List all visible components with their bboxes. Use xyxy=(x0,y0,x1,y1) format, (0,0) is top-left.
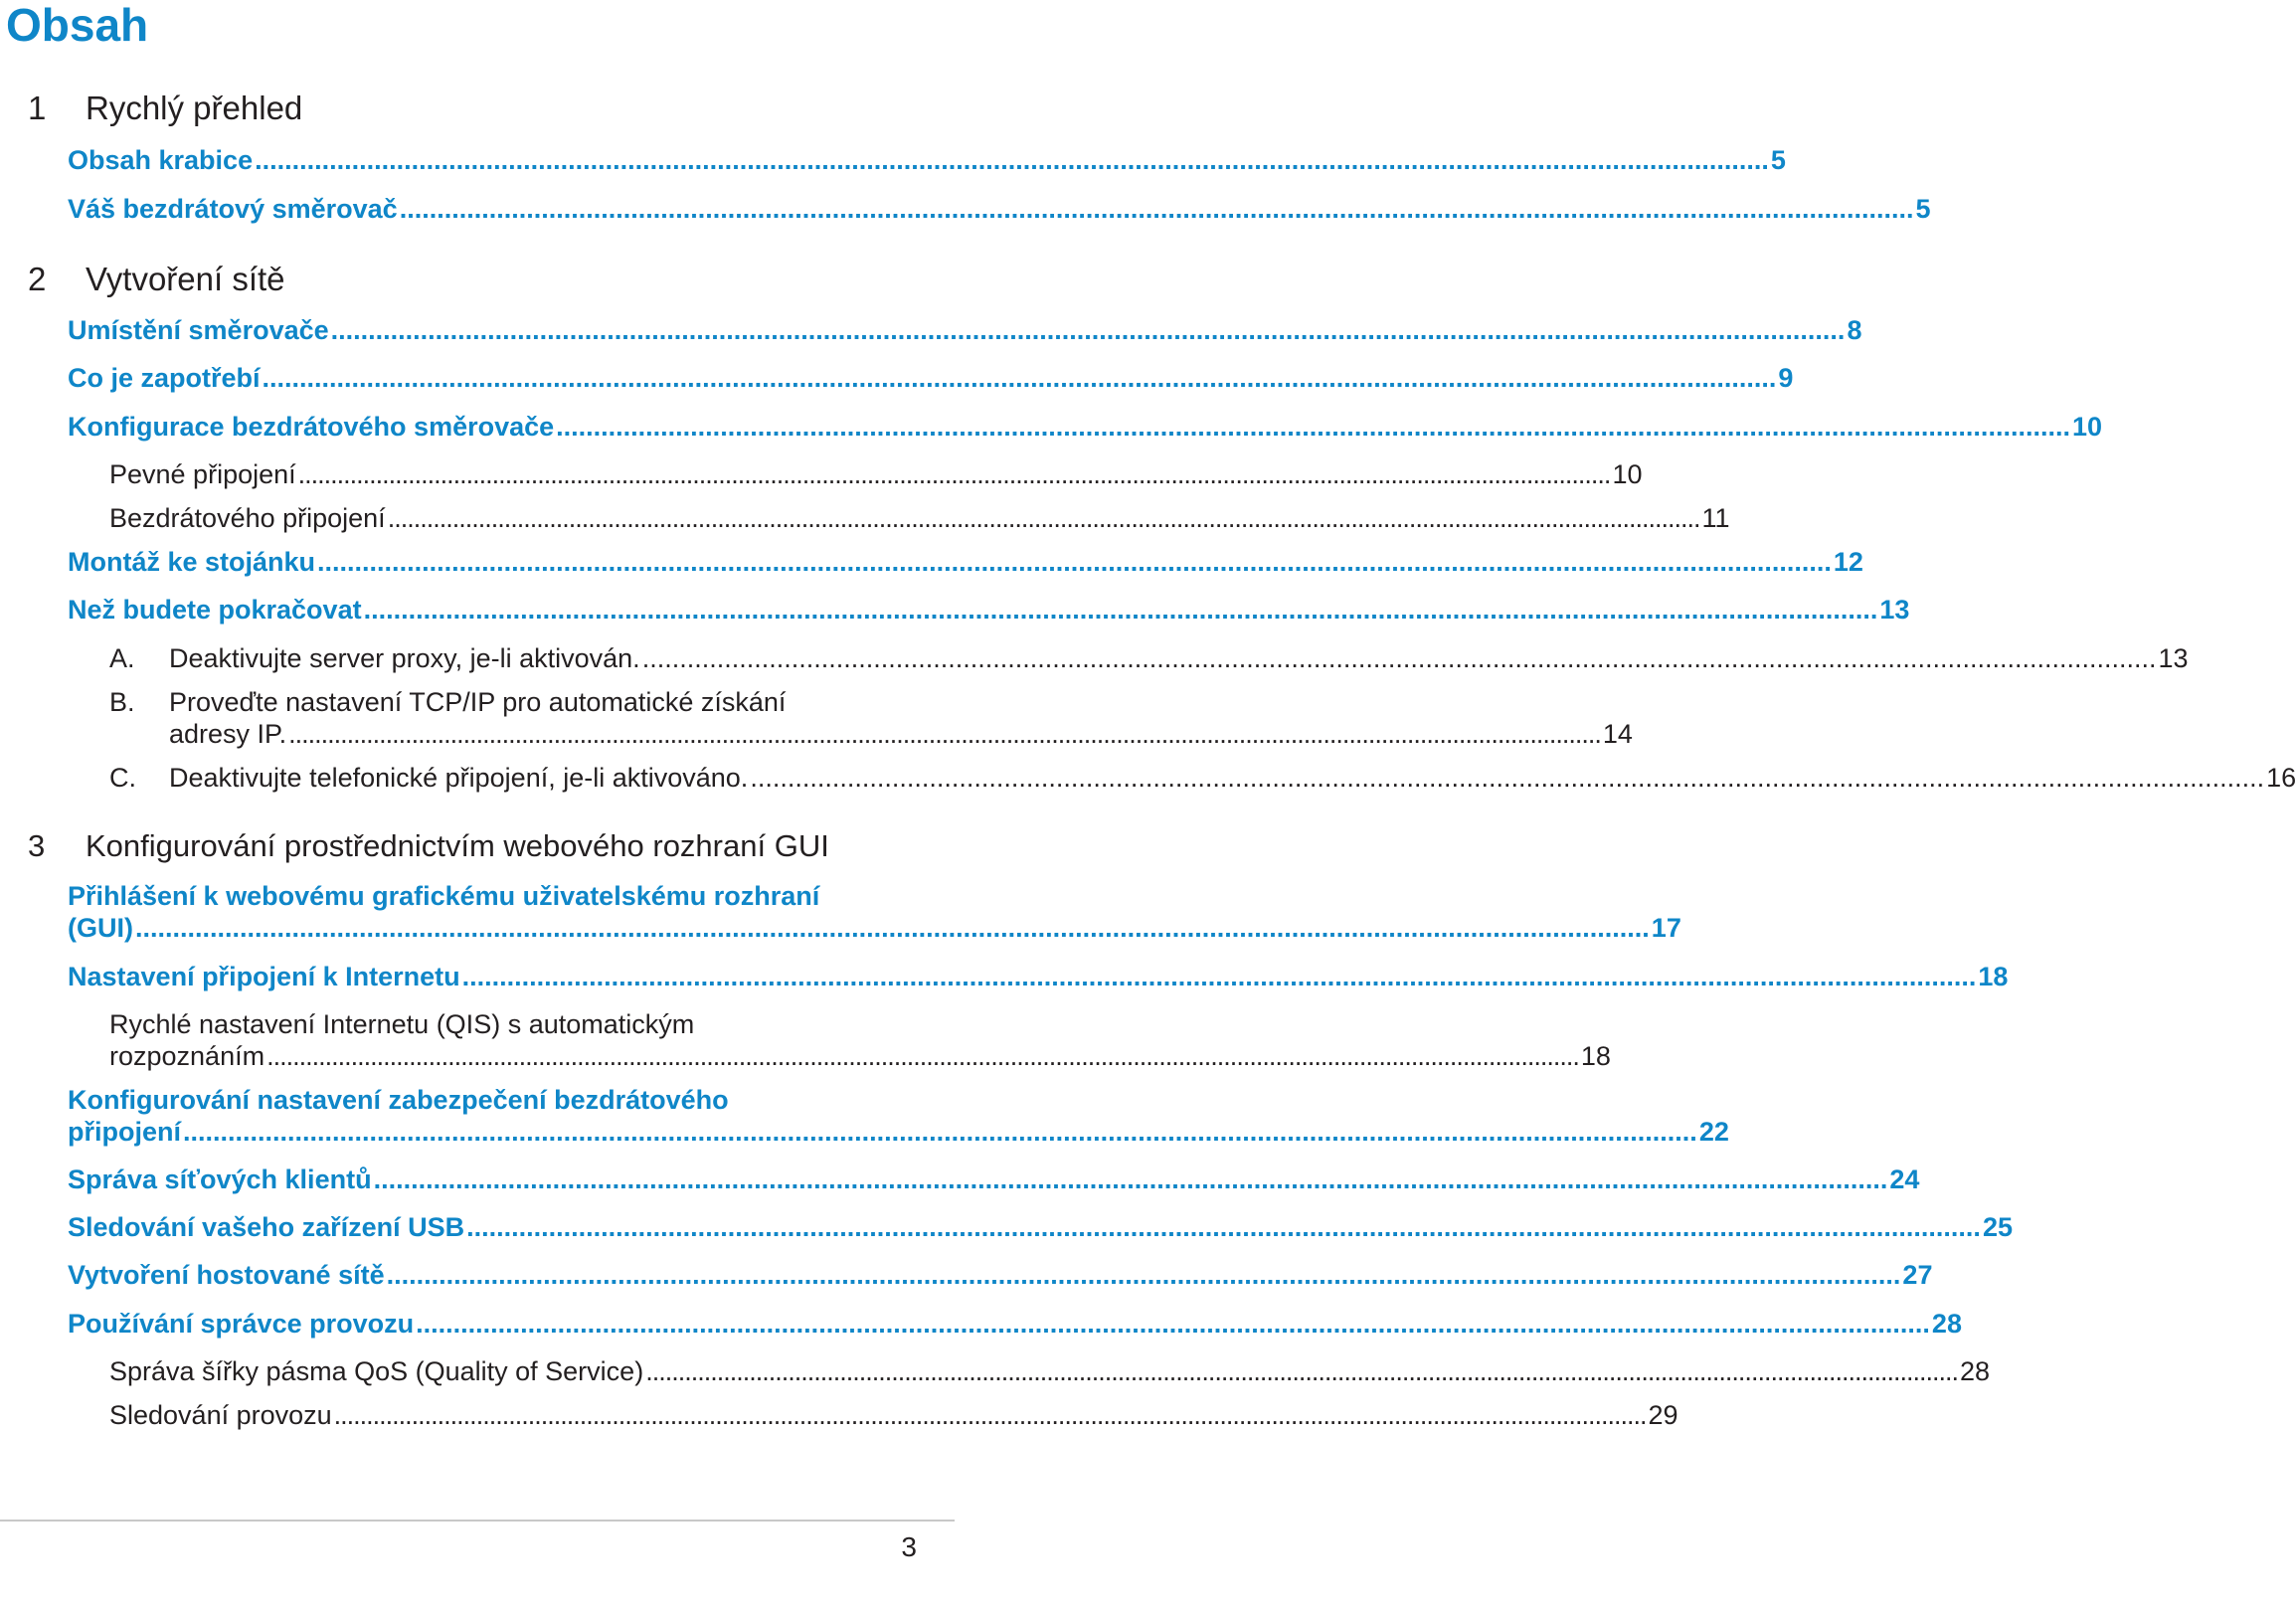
toc-page-number: 13 xyxy=(1879,595,1910,625)
leader-dots xyxy=(183,1116,1697,1148)
page-title: Obsah xyxy=(6,0,149,51)
leader-dots xyxy=(416,1308,1930,1340)
toc-subentry-line1: Rychlé nastavení Internetu (QIS) s automatickým xyxy=(109,1009,695,1039)
toc-entry[interactable] xyxy=(68,1116,1729,1148)
toc-entry-text: Správa šířky pásma QoS (Quality of Service) xyxy=(109,1356,644,1386)
toc-entry-text: Umístění směrovače xyxy=(68,315,329,345)
leader-dots xyxy=(266,1040,1579,1072)
toc-subentry[interactable] xyxy=(109,1399,1678,1431)
toc-subentry[interactable] xyxy=(109,458,1643,490)
toc-page-number: 10 xyxy=(1612,459,1643,489)
toc-entry-text: Vytvoření hostované sítě xyxy=(68,1260,385,1290)
toc-page-number: 12 xyxy=(1833,547,1863,577)
leader-dots xyxy=(263,362,1777,394)
toc-page-number: 11 xyxy=(1701,503,1730,533)
leader-dots xyxy=(255,144,1769,176)
toc-entry-text: (GUI) xyxy=(68,913,133,943)
leader-dots xyxy=(750,762,2264,794)
toc-entry-text: Nastavení připojení k Internetu xyxy=(68,962,460,991)
toc-subentry[interactable] xyxy=(109,642,2189,674)
leader-dots xyxy=(556,411,2070,443)
toc-subentry[interactable] xyxy=(109,762,2296,794)
toc-page-number: 24 xyxy=(1889,1164,1920,1194)
toc-entry-line1: Konfigurování nastavení zabezpečení bezdrátového xyxy=(68,1085,729,1115)
leader-dots xyxy=(317,546,1832,578)
leader-dots xyxy=(288,718,1601,750)
toc-entry-text: Montáž ke stojánku xyxy=(68,547,316,577)
page-number: 3 xyxy=(901,1531,917,1562)
toc-subentry[interactable] xyxy=(109,502,1730,534)
toc-entry-text: Deaktivujte telefonické připojení, je-li aktivováno. xyxy=(169,763,749,793)
toc-page-number: 18 xyxy=(1978,962,2009,991)
toc-entry-text: Konfigurace bezdrátového směrovače xyxy=(68,412,555,442)
toc-entry[interactable] xyxy=(68,1308,1962,1340)
toc-entry-text: Sledování provozu xyxy=(109,1400,332,1430)
toc-subentry[interactable] xyxy=(109,1040,1611,1072)
toc-entry[interactable] xyxy=(68,193,1931,225)
item-letter: C. xyxy=(109,763,136,793)
toc-entry-text: Váš bezdrátový směrovač xyxy=(68,194,398,224)
toc-entry-text: adresy IP. xyxy=(169,719,287,749)
leader-dots xyxy=(466,1211,1981,1243)
toc-page-number: 13 xyxy=(2158,643,2189,673)
item-letter: A. xyxy=(109,643,135,673)
toc-entry-text: Používání správce provozu xyxy=(68,1309,415,1339)
toc-page-number: 5 xyxy=(1770,145,1786,175)
toc-entry[interactable] xyxy=(68,314,1862,346)
toc-entry-text: Pevné připojení xyxy=(109,459,296,489)
toc-page-number: 16 xyxy=(2266,763,2296,793)
toc-page-number: 10 xyxy=(2071,412,2103,442)
toc-entry-text-line1: Proveďte nastavení TCP/IP pro automatické získání xyxy=(169,687,787,717)
toc-entry[interactable] xyxy=(68,362,1794,394)
toc-page-number: 27 xyxy=(1902,1260,1933,1290)
leader-dots xyxy=(331,314,1846,346)
leader-dots xyxy=(400,193,1914,225)
toc-page-number: 22 xyxy=(1698,1117,1729,1147)
leader-dots xyxy=(645,1355,1958,1387)
toc-page-number: 5 xyxy=(1915,194,1931,224)
chapter-title: Rychlý přehled xyxy=(86,90,303,126)
toc-entry[interactable] xyxy=(68,961,2009,992)
toc-entry-text: Obsah krabice xyxy=(68,145,254,175)
toc-entry[interactable] xyxy=(68,1211,2013,1243)
toc-page-number: 28 xyxy=(1960,1356,1991,1386)
toc-entry[interactable] xyxy=(68,912,1681,944)
toc-page-number: 18 xyxy=(1580,1041,1611,1071)
toc-page-number: 9 xyxy=(1778,363,1794,393)
toc-page-number: 14 xyxy=(1602,719,1633,749)
leader-dots xyxy=(364,594,1878,626)
toc-page-number: 29 xyxy=(1648,1400,1678,1430)
toc-page-number: 25 xyxy=(1982,1212,2013,1242)
toc-page-number: 17 xyxy=(1651,913,1681,943)
toc-entry[interactable] xyxy=(68,144,1786,176)
leader-dots xyxy=(462,961,1977,992)
toc-entry-text: rozpoznáním xyxy=(109,1041,265,1071)
toc-entry-text: Sledování vašeho zařízení USB xyxy=(68,1212,465,1242)
toc-entry-text: připojení xyxy=(68,1117,181,1147)
leader-dots xyxy=(642,642,2157,674)
toc-entry-text: Deaktivujte server proxy, je-li aktivován. xyxy=(169,643,640,673)
toc-subentry[interactable] xyxy=(169,718,1633,750)
chapter-title: Vytvoření sítě xyxy=(86,261,285,297)
leader-dots xyxy=(135,912,1650,944)
toc-entry[interactable] xyxy=(68,1164,1920,1195)
toc-subentry[interactable] xyxy=(109,1355,1991,1387)
leader-dots xyxy=(334,1399,1647,1431)
leader-dots xyxy=(374,1164,1888,1195)
toc-entry[interactable] xyxy=(68,546,1863,578)
leader-dots xyxy=(388,502,1700,534)
toc-entry[interactable] xyxy=(68,411,2103,443)
chapter-number: 3 xyxy=(28,828,46,863)
leader-dots xyxy=(298,458,1611,490)
chapter-number: 2 xyxy=(28,261,47,297)
toc-page-number: 8 xyxy=(1847,315,1862,345)
toc-entry-text: Co je zapotřebí xyxy=(68,363,261,393)
toc-page-number: 28 xyxy=(1931,1309,1962,1339)
toc-entry[interactable] xyxy=(68,594,1910,626)
footer-divider xyxy=(0,1520,955,1522)
leader-dots xyxy=(387,1259,1901,1291)
toc-entry[interactable] xyxy=(68,1259,1933,1291)
chapter-number: 1 xyxy=(28,90,47,126)
toc-entry-text: Než budete pokračovat xyxy=(68,595,362,625)
item-letter: B. xyxy=(109,687,135,717)
toc-entry-text: Správa síťových klientů xyxy=(68,1164,372,1194)
toc-entry-line1: Přihlášení k webovému grafickému uživatelskému rozhraní xyxy=(68,881,820,911)
chapter-title: Konfigurování prostřednictvím webového rozhraní GUI xyxy=(86,828,829,863)
toc-entry-text: Bezdrátového připojení xyxy=(109,503,386,533)
